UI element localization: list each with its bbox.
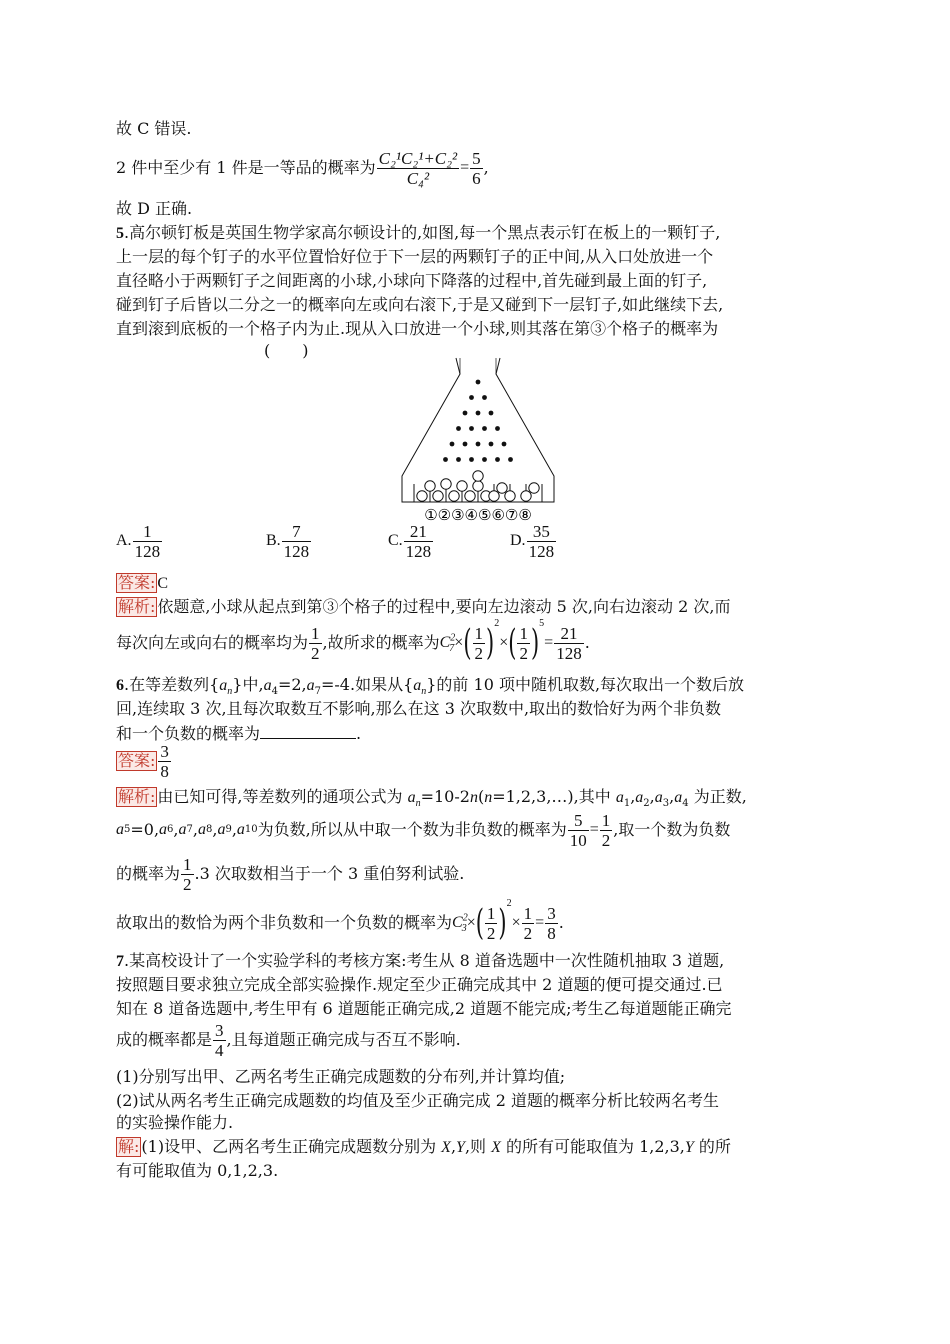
text: =1,2,3,…),其中 — [492, 787, 616, 806]
fraction-denominator: 8 — [547, 923, 556, 943]
var: Y — [684, 1139, 694, 1156]
equals: = — [535, 914, 545, 931]
peg — [508, 457, 513, 462]
comb-sup: 2 — [462, 912, 468, 924]
ball — [441, 479, 451, 489]
fraction-numerator: 1 — [311, 623, 320, 643]
var: a — [178, 821, 187, 838]
fraction-numerator: C₂¹C₂¹+C₂² — [378, 148, 458, 168]
paren-right: ) — [486, 621, 495, 663]
times: × — [499, 634, 509, 651]
fraction — [133, 522, 163, 561]
paren-left: ( — [508, 621, 517, 663]
sub: n — [415, 798, 421, 810]
peg — [476, 380, 481, 385]
var: a — [197, 821, 206, 838]
fraction-numerator: 35 — [527, 522, 557, 542]
fraction — [522, 904, 535, 943]
solution-tag: 解: — [118, 1137, 140, 1156]
var: a — [236, 821, 245, 838]
ball — [505, 491, 515, 501]
option-label: D. — [510, 532, 526, 550]
fraction-denominator: 2 — [519, 643, 528, 663]
text: , — [630, 787, 636, 806]
text: }的前 10 项中随机取数,每次取出一个数后放 — [426, 675, 745, 694]
var: a — [654, 789, 663, 806]
fraction-numerator: 5 — [568, 811, 589, 831]
text: .高尔顿钉板是英国生物学家高尔顿设计的,如图,每一个黑点表示钉在板上的一颗钉子, — [124, 223, 721, 242]
fraction-numerator: 5 — [472, 148, 481, 168]
question-number: 6 — [116, 677, 124, 694]
fraction — [404, 522, 434, 561]
question-5-line: 直到滚到底板的一个格子内为止.现从入口放进一个小球,则其落在第③个格子的概率为 — [116, 319, 719, 338]
text: 成的概率都是 — [116, 1030, 213, 1049]
peg — [489, 442, 494, 447]
answer-line — [116, 572, 168, 595]
option-label: C. — [388, 532, 403, 550]
peg — [456, 426, 461, 431]
var: a — [159, 821, 168, 838]
fraction-numerator: 3 — [547, 903, 556, 923]
text: , — [649, 787, 655, 806]
times: × — [466, 914, 476, 931]
fraction-numerator: 21 — [404, 522, 434, 542]
fraction — [473, 624, 486, 663]
fraction — [377, 149, 460, 188]
option-d — [510, 522, 557, 561]
question-7-line: (2)试从两名考生正确完成题数的均值及至少正确完成 2 道题的概率分析比较两名考生 — [116, 1091, 720, 1110]
galton-board-figure — [398, 356, 558, 524]
question-7-line: 的实验操作能力. — [116, 1113, 234, 1132]
text: ,故所求的概率为 — [322, 633, 440, 652]
text: =0, — [130, 820, 160, 839]
var: a — [116, 821, 124, 838]
text: 为负数,所以从中取一个数为非负数的概率为 — [257, 820, 567, 839]
fraction-denominator: C₄² — [406, 168, 430, 188]
fraction-denominator: 4 — [215, 1040, 224, 1060]
fraction-numerator: 1 — [183, 854, 192, 874]
fraction — [545, 904, 558, 943]
peg — [443, 457, 448, 462]
ball — [489, 491, 499, 501]
var: n — [469, 789, 478, 806]
ball — [449, 491, 459, 501]
fraction — [282, 522, 312, 561]
text: , — [212, 820, 218, 839]
times: × — [454, 634, 464, 651]
fraction-denominator: 2 — [486, 923, 496, 943]
option-c — [388, 522, 434, 561]
text: .3 次取数相当于一个 3 重伯努利试验. — [194, 864, 465, 883]
var: a — [263, 677, 272, 694]
fraction-numerator: 1 — [601, 810, 611, 830]
peg — [476, 411, 481, 416]
var: n — [484, 789, 493, 806]
fraction — [309, 624, 322, 663]
text: , — [450, 1137, 457, 1156]
equals: = — [460, 159, 470, 176]
ball — [425, 481, 435, 491]
sub: 7 — [314, 686, 321, 698]
ball — [457, 481, 467, 491]
fraction-numerator: 3 — [215, 1020, 224, 1040]
fraction-denominator: 128 — [283, 542, 310, 561]
text: 故取出的数恰为两个非负数和一个负数的概率为 — [116, 913, 453, 932]
text: , — [192, 820, 198, 839]
peg — [469, 426, 474, 431]
text-line: 故 D 正确. — [116, 199, 193, 218]
text: 的所有可能取值为 1,2,3, — [500, 1137, 685, 1156]
fraction — [517, 624, 530, 663]
fraction-denominator: 10 — [569, 830, 587, 850]
fraction-denominator: 6 — [472, 168, 481, 188]
comb-symbol: C — [452, 914, 463, 931]
fraction-denominator: 2 — [601, 830, 611, 850]
text: 2 件中至少有 1 件是一等品的概率为 — [116, 158, 376, 177]
fraction — [213, 1021, 226, 1060]
times: × — [511, 914, 521, 931]
answer-tag: 答案: — [118, 751, 156, 770]
ball — [497, 483, 507, 493]
sub: n — [421, 686, 427, 698]
text: 依题意,小球从起点到第③个格子的过程中,要向左边滚动 5 次,向右边滚动 2 次,而 — [157, 597, 731, 616]
fraction-denominator: 2 — [311, 643, 320, 663]
fraction-denominator: 128 — [134, 542, 161, 561]
sub: 4 — [271, 686, 278, 698]
paren-right: ) — [530, 621, 540, 663]
text: 和一个负数的概率为 — [116, 724, 261, 743]
text: =10-2 — [420, 787, 470, 806]
text: =2, — [277, 675, 307, 694]
ball — [529, 483, 539, 493]
question-6-line: 回,连续取 3 次,且每次取数互不影响,那么在这 3 次取数中,取出的数恰好为两个非负数 — [116, 699, 722, 718]
peg — [469, 395, 474, 400]
fraction-denominator: 128 — [405, 542, 432, 561]
text: ,则 — [464, 1137, 492, 1156]
text: . — [584, 633, 590, 652]
fraction-denominator: 8 — [160, 761, 169, 781]
var: a — [306, 677, 315, 694]
peg — [495, 426, 500, 431]
text: 每次向左或向右的概率均为 — [116, 633, 309, 652]
text: ,取一个数为负数 — [613, 820, 731, 839]
question-number: 7 — [116, 953, 124, 970]
ball — [417, 491, 427, 501]
fraction-numerator: 1 — [486, 903, 496, 923]
peg — [482, 457, 487, 462]
comb-symbol: C — [439, 634, 451, 651]
fraction-denominator: 128 — [528, 542, 555, 561]
question-7-line — [116, 950, 724, 973]
peg — [482, 426, 487, 431]
sub: 3 — [662, 798, 670, 810]
fraction-numerator: 21 — [554, 624, 584, 644]
pegs — [443, 380, 513, 462]
text: (1)设甲、乙两名考生正确完成题数分别为 — [141, 1137, 442, 1156]
fraction-denominator: 2 — [183, 874, 192, 894]
text: .某高校设计了一个实验学科的考核方案:考生从 8 道备选题中一次性随机抽取 3 道题, — [124, 951, 725, 970]
question-5-line: 碰到钉子后皆以二分之一的概率向左或向右滚下,于是又碰到下一层钉子,如此继续下去, — [116, 295, 724, 314]
fraction — [181, 855, 194, 894]
fraction-numerator: 3 — [160, 741, 169, 761]
fraction-numerator: 7 — [282, 522, 312, 542]
text: , — [669, 787, 675, 806]
var: Y — [456, 1139, 465, 1156]
peg — [463, 411, 468, 416]
answer-value: C — [157, 575, 169, 592]
text-line: 故 C 错误. — [116, 119, 192, 138]
var: a — [615, 789, 624, 806]
text: , — [483, 158, 489, 177]
fraction — [485, 904, 498, 943]
fraction-numerator: 1 — [133, 522, 163, 542]
option-b — [266, 522, 312, 561]
peg — [482, 395, 487, 400]
question-7-line: (1)分别写出甲、乙两名考生正确完成题数的分布列,并计算均值; — [116, 1067, 566, 1086]
fraction — [527, 522, 557, 561]
var: a — [413, 677, 422, 694]
answer-tag: 答案: — [118, 573, 156, 592]
var: X — [441, 1139, 451, 1156]
question-5-line: 上一层的每个钉子的水平位置恰好位于下一层的两颗钉子的正中间,从入口处放进一个 — [116, 247, 714, 266]
peg — [476, 442, 481, 447]
text: =-4.如果从{ — [320, 675, 414, 694]
text: 为正数, — [688, 787, 747, 806]
solution-line — [116, 786, 747, 809]
answer-line — [116, 740, 172, 782]
peg — [456, 457, 461, 462]
fraction-denominator: 128 — [556, 643, 582, 663]
peg — [450, 442, 455, 447]
text: ( — [477, 787, 485, 806]
var: X — [491, 1139, 501, 1156]
sub: 4 — [682, 798, 689, 810]
paren-right: ) — [498, 901, 507, 943]
solution-formula-line: 故取出的数恰为两个非负数和一个负数的概率为 $C^2_3$ × ( $\frac{1}{2}$ ) 2 × $\frac{1}{2}$ = $\frac{3}{8}$ . — [116, 898, 564, 943]
text: , — [231, 820, 237, 839]
combination — [440, 632, 455, 654]
equals: = — [589, 821, 599, 838]
solution-formula-line: 每次向左或向右的概率均为 $\frac{1}{2}$ ,故所求的概率为 $C^2_7$ × ( $\frac{1}{2}$ ) 2 × ( $\frac{1}{2}$ ) 5 = $\frac{21}{128}$ . — [116, 618, 590, 663]
solution-line — [116, 596, 730, 618]
peg — [463, 442, 468, 447]
answer-paren: ( ) — [264, 341, 309, 360]
answer-blank[interactable] — [260, 722, 356, 739]
text: 的概率为 — [116, 864, 181, 883]
question-5-line: 直径略小于两颗钉子之间距离的小球,小球向下降落的过程中,首先碰到最上面的钉子, — [116, 271, 708, 290]
paren-left: ( — [475, 901, 484, 943]
text: 由已知可得,等差数列的通项公式为 — [157, 787, 408, 806]
text: .在等差数列{ — [124, 675, 220, 694]
solution-line — [116, 852, 464, 896]
comb-sub: 3 — [461, 923, 467, 935]
peg — [502, 442, 507, 447]
peg — [469, 457, 474, 462]
peg — [495, 457, 500, 462]
text: ,且每道题正确完成与否互不影响. — [226, 1030, 461, 1049]
sub: 2 — [643, 798, 650, 810]
ball — [473, 471, 483, 481]
formula-line — [116, 144, 489, 192]
fraction-numerator: 1 — [519, 623, 528, 643]
ball — [521, 491, 531, 501]
fraction-denominator: 2 — [474, 643, 484, 663]
fraction-numerator: 1 — [474, 623, 484, 643]
fraction — [554, 624, 584, 663]
text: }中, — [232, 675, 264, 694]
question-7-line: 知在 8 道备选题中,考生甲有 6 道题能正确完成,2 道题不能完成;考生乙每道题能正确完 — [116, 999, 732, 1018]
fraction-numerator: 1 — [523, 903, 533, 923]
combination — [452, 912, 467, 934]
fraction — [600, 811, 613, 850]
fraction — [158, 742, 171, 781]
equals: = — [544, 634, 554, 651]
question-7-line: 按照题目要求独立完成全部实验操作.规定至少正确完成其中 2 道题的便可提交通过.已 — [116, 975, 723, 994]
question-5-line — [116, 222, 720, 245]
solution-line — [116, 1136, 731, 1159]
comb-sub: 7 — [449, 643, 455, 655]
text: , — [173, 820, 179, 839]
var: a — [217, 821, 226, 838]
option-label: A. — [116, 532, 132, 550]
fraction — [470, 149, 483, 188]
option-label: B. — [266, 532, 281, 550]
var: a — [674, 789, 683, 806]
text: . — [558, 913, 564, 932]
ball — [465, 491, 475, 501]
solution-line: 有可能取值为 0,1,2,3. — [116, 1161, 279, 1180]
text: 的所 — [693, 1137, 731, 1156]
var: a — [407, 789, 416, 806]
slot-numbers: ①②③④⑤⑥⑦⑧ — [424, 506, 532, 524]
ball — [473, 481, 483, 491]
sub: 1 — [623, 798, 631, 810]
text: . — [356, 724, 362, 743]
solution-line: a 5 =0, a 6 , a 7 , a 8 , a 9 , a 10 为负数,所以从中取一个数为非负数的概率为 $\frac{5}{10}$ = $\frac{1}{2}$ ,取一个数为负数 — [116, 810, 731, 850]
solution-tag: 解析: — [118, 597, 156, 616]
fraction-denominator: 2 — [523, 923, 533, 943]
var: a — [635, 789, 644, 806]
comb-sup: 2 — [450, 632, 456, 644]
solution-tag: 解析: — [118, 787, 156, 806]
var: a — [219, 677, 228, 694]
fraction — [568, 811, 589, 850]
ball — [433, 491, 443, 501]
peg — [489, 411, 494, 416]
paren-left: ( — [463, 621, 472, 663]
question-7-line — [116, 1018, 461, 1062]
option-a — [116, 522, 163, 561]
sub: n — [227, 686, 233, 698]
question-6-line — [116, 674, 744, 697]
question-number: 5 — [116, 225, 124, 242]
